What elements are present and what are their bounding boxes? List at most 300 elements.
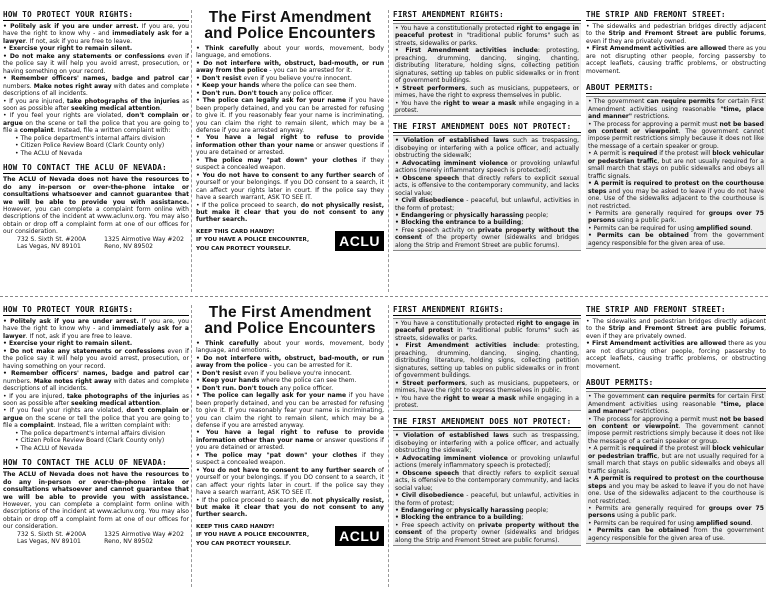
strip-heading: THE STRIP AND FREMONT STREET: (586, 10, 766, 21)
paragraph (395, 470, 579, 492)
text-run: if they suspect a concealed weapon. (196, 156, 384, 172)
bold-run: complaint (19, 127, 54, 135)
text-run: • The sidewalks and pedestrian bridges directly adjacent to the (586, 23, 766, 38)
text-run: , such as musicians, puppeteers, or mimes, have the right to express themselves in public. (395, 84, 579, 100)
bold-run: seeking medical attention (71, 399, 160, 407)
paragraph (588, 520, 764, 527)
list-item: • The ACLU of Nevada (15, 149, 83, 157)
not-protected-box (393, 135, 581, 251)
text-run: • Free speech activity on (395, 226, 478, 234)
text-run: , such as musicians, puppeteers, or mimes, have the right to express themselves in public. (395, 379, 579, 395)
bold-run: or argue (3, 112, 189, 127)
paragraph (3, 407, 189, 429)
list-item: • The police department's internal affairs division (15, 134, 166, 142)
paragraph (3, 112, 189, 134)
office-address-las-vegas: 732 S. Sixth St. #200A Las Vegas, NV 89101 (17, 530, 87, 546)
text-run: if you have been properly detained, and you can be arrested for refusing to give it. If you reasonably fear your name is incriminating, you can claim the right to remain silent, which may be a defense if you are arrested anyway. (196, 97, 384, 134)
office-address-las-vegas: 732 S. Sixth St. #200A Las Vegas, NV 89101 (17, 235, 87, 251)
text-run: • The process for approving a permit must (588, 415, 720, 423)
column-separator (388, 305, 389, 587)
column-separator (191, 305, 192, 587)
bold-run: • Violation of established laws (395, 137, 509, 145)
complaint-targets-list (3, 135, 189, 157)
bold-run: Make notes right away (33, 82, 112, 90)
main-title: The First Amendment and Police Encounters (204, 10, 376, 42)
text-run: or provoking unlawful actions (merely inflammatory speech is protected); (395, 454, 579, 470)
paragraph (586, 340, 766, 370)
text-run: or (444, 506, 455, 514)
paragraph (3, 370, 189, 392)
strip-text (586, 23, 766, 75)
bold-run: • Exercise your right to remain silent. (3, 340, 133, 348)
office-address-reno: 1325 Airmotive Way #202 Reno, NV 89502 (104, 530, 184, 546)
text-run: . If not, ask if you are free to leave. (25, 37, 133, 45)
contact-aclu-heading: HOW TO CONTACT THE ACLU OF NEVADA: (3, 458, 189, 469)
paragraph (395, 137, 579, 159)
text-run: , even if they are privately owned. (586, 325, 766, 340)
bold-run: can require permits (646, 393, 715, 401)
paragraph (395, 395, 579, 410)
bold-run: • Don't run. Don't touch (196, 89, 278, 97)
text-run: as soon as possible after (3, 392, 189, 407)
text-run: If you are, you have the right to know why - and (3, 318, 189, 333)
text-run: if the protest will (657, 150, 713, 158)
bold-run: • First Amendment activities are allowed (586, 340, 727, 348)
paragraph (395, 100, 579, 115)
bold-run: not be based on content or viewpoint (588, 120, 764, 135)
card-top (0, 10, 768, 292)
paragraph (588, 98, 764, 120)
paragraph (3, 318, 189, 340)
paragraph (586, 318, 766, 340)
paragraph (588, 527, 764, 542)
protect-rights-text (3, 23, 189, 135)
paragraph (196, 340, 384, 355)
text-run: • Free speech activity on (395, 521, 478, 529)
paragraph (196, 385, 384, 392)
bold-run: • Keep your hands (196, 82, 260, 90)
footer-note: KEEP THIS CARD HANDY! IF YOU HAVE A POLICE ENCOUNTER, YOU CAN PROTECT YOURSELF. (196, 523, 310, 548)
paragraph (588, 445, 764, 475)
text-run: for certain First Amendment activities using reasonable (588, 393, 765, 408)
bold-run: • Remember officers' names, badge and patrol car (3, 370, 189, 378)
paragraph (196, 157, 384, 172)
bold-run: • Do not make any statements or confessions (3, 52, 165, 60)
contact-aclu-text: The ACLU of Nevada does not have the resources to do any in-person or over-the-phone intake or consultations whatsoever and cannot guarantee that we will be able to provide you with assistance. However, you can complete a complaint form online with descriptions of the incident at www.aclunv.org. You may also obtain or drop off a complaint form at one of our offices for our consideration. (3, 471, 189, 531)
text-run: if the protest will (657, 445, 713, 453)
paragraph (196, 97, 384, 134)
bold-run: block vehicular or pedestrian traffic (588, 150, 764, 165)
paragraph (395, 197, 579, 212)
bold-run: • Think carefully (196, 340, 259, 347)
paragraph (196, 202, 384, 224)
column-separator (191, 10, 192, 292)
text-run: of yourself or your belongings. If you DO consent to a search, it can affect your rights later in court. If the police say they have a search warrant, ASK TO SEE IT. (196, 466, 384, 497)
paragraph (196, 134, 384, 156)
bold-run: • Civil disobedience (395, 197, 464, 205)
footer-note: KEEP THIS CARD HANDY! IF YOU HAVE A POLICE ENCOUNTER, YOU CAN PROTECT YOURSELF. (196, 228, 310, 253)
text-run: as soon as possible after (3, 97, 189, 112)
paragraph (196, 355, 384, 370)
bold-run: block vehicular or pedestrian traffic (588, 445, 764, 460)
text-run: of the property owner (sidewalks and bridges along the Strip and Fremont Street are public forums). (395, 529, 579, 544)
paragraph (3, 45, 189, 52)
text-run: in "traditional public forums" such as streets, sidewalks or parks. (395, 32, 579, 47)
text-run: : protesting, preaching, drumming, dancing, singing, chanting, distributing literature, holding signs, collecting petition signatures, setting up tables on public sidewalks or in front of government buildings. (395, 47, 579, 85)
bold-run: • Do not make any statements or confessions (3, 347, 165, 355)
text-run: on the scene or tell the police that you are going to file a (3, 414, 189, 430)
bold-run: right to wear a mask (443, 394, 517, 402)
bold-run: • You have a legal right to refuse to provide information other than your name (196, 429, 384, 444)
contact-aclu-text: The ACLU of Nevada does not have the resources to do any in-person or over-the-phone intake or consultations whatsoever and cannot guarantee that we will be able to provide you with assistance. However, you can complete a complaint form online with descriptions of the incident at www.aclunv.org. You may also obtain or drop off a complaint form at one of our offices for our consideration. (3, 176, 189, 236)
strip-permits-column (586, 305, 766, 587)
protect-rights-heading: HOW TO PROTECT YOUR RIGHTS: (3, 305, 189, 316)
bold-run: immediately ask for a lawyer (3, 325, 189, 340)
text-run: people; (523, 506, 549, 514)
protect-rights-column (3, 10, 189, 292)
text-run: . If not, ask if you are free to leave. (25, 332, 133, 340)
paragraph (395, 432, 579, 454)
text-run: in "traditional public forums" such as streets, sidewalks or parks. (395, 327, 579, 342)
text-run: that directly refers to explicit sexual acts, is offensive to the contemporary community, and lacks social value; (395, 469, 579, 492)
bold-run: • The police can legally ask for your name (196, 97, 347, 105)
office-addresses (3, 531, 189, 546)
bold-run: private property without the consent (395, 521, 579, 537)
text-run: while engaging in a protest. (395, 99, 579, 114)
text-run: of the property owner (sidewalks and bridges along the Strip and Fremont Street are public forums). (395, 234, 579, 249)
text-run: • If you feel your rights are violated, (3, 407, 127, 415)
bold-run: • Violation of established laws (395, 432, 509, 440)
text-run: • A permit is (588, 445, 629, 453)
paragraph (586, 45, 766, 75)
not-protected-box (393, 430, 581, 546)
paragraph (3, 348, 189, 370)
bold-run: • A permit is required to protest on the courthouse steps (588, 180, 764, 195)
bold-run: do not physically resist, but make it clear that you do not consent to any further search. (196, 496, 384, 519)
paragraph (586, 23, 766, 45)
list-item: • Citizen Police Review Board (Clark County only) (15, 142, 165, 150)
text-run: numbers. (3, 82, 34, 90)
aclu-logo: ACLU (335, 231, 384, 251)
paragraph (588, 475, 764, 505)
text-run: or answer questions if you are detained or arrested. (196, 436, 384, 452)
paragraph (196, 377, 384, 384)
paragraph (588, 416, 764, 446)
bold-run: "time, place and manner" (588, 400, 764, 416)
text-run: even if you believe you're innocent. (241, 74, 352, 82)
bold-run: • Do not interfere with, obstruct, bad-mouth, or run away from the police (196, 59, 384, 75)
card-footer (196, 228, 384, 254)
paragraph (395, 455, 579, 470)
list-item: • Citizen Police Review Board (Clark County only) (15, 437, 165, 445)
list-item: • The police department's internal affairs division (15, 429, 166, 437)
bold-run: • Obscene speech (395, 469, 460, 477)
text-run: • You have the (395, 99, 444, 107)
text-run: • The process for approving a permit must (588, 120, 720, 128)
bold-run: take photographs of the injuries (66, 392, 180, 400)
bold-run: • You do not have to consent to any further search (196, 466, 376, 474)
bold-run: Strip and Fremont Street are public forums (608, 325, 765, 333)
text-run: , even if they are privately owned. (586, 30, 766, 45)
text-run: ; (521, 514, 524, 522)
permits-box (586, 96, 766, 249)
text-run: any police officer. (277, 384, 334, 392)
bold-run: • Blocking the entrance to a building (395, 514, 522, 522)
bold-run: • Obscene speech (395, 174, 460, 182)
bold-run: • Blocking the entrance to a building (395, 219, 522, 227)
text-run: about your words, movement, body language, and emotions. (196, 45, 384, 60)
bold-run: • You have a legal right to refuse to provide information other than your name (196, 134, 384, 149)
paragraph (588, 210, 764, 225)
bold-run: • First Amendment activities are allowed (586, 45, 727, 53)
contact-aclu-heading: HOW TO CONTACT THE ACLU OF NEVADA: (3, 163, 189, 174)
text-run: • The government (588, 98, 647, 106)
bold-run: Make notes right away (33, 377, 112, 385)
paragraph (588, 232, 764, 247)
text-run: . (159, 399, 162, 407)
paragraph (3, 340, 189, 347)
main-title: The First Amendment and Police Encounters (204, 305, 376, 337)
text-run: from the government agency responsible for the given area of use. (588, 527, 764, 542)
paragraph (395, 522, 579, 544)
paragraph (395, 514, 579, 521)
police-encounter-tips (196, 340, 384, 519)
text-run: with dates and complete descriptions of all incidents. (3, 377, 189, 393)
bold-run: • Endangering (395, 211, 445, 219)
bold-run: private property without the consent (395, 226, 579, 242)
bold-run: "time, place and manner" (588, 105, 764, 121)
bold-run: required (628, 445, 658, 453)
strip-heading: THE STRIP AND FREMONT STREET: (586, 305, 766, 316)
protect-rights-text (3, 318, 189, 430)
paragraph (196, 75, 384, 82)
bold-run: groups over 75 persons (588, 209, 764, 225)
text-run: , but are not usually required for a small march that stays on public sidewalks and obeys all traffic signals. (588, 452, 764, 475)
text-run: . Instead, file a written complaint with: (53, 422, 171, 430)
paragraph (588, 150, 764, 180)
paragraph (196, 497, 384, 519)
text-run: • A permit is (588, 150, 629, 158)
text-run: • If you are injured, (3, 392, 67, 400)
bold-run: • First Amendment activities include (395, 47, 538, 55)
text-run: if they suspect a concealed weapon. (196, 451, 384, 467)
text-run: • If the police proceed to search, (196, 496, 301, 504)
bold-run: • Remember officers' names, badge and patrol car (3, 75, 189, 83)
first-amendment-column (393, 10, 581, 292)
bold-run: seeking medical attention (71, 104, 160, 112)
text-run: • Permits can be required for using (588, 224, 697, 232)
bold-run: amplified sound (696, 519, 751, 527)
bold-run: right to engage in peaceful protest (395, 25, 580, 40)
bold-run: physically harassing (454, 211, 524, 219)
text-run: on the scene or tell the police that you are going to file a (3, 119, 189, 135)
bold-run: take photographs of the injuries (66, 97, 180, 105)
paragraph (395, 219, 579, 226)
bold-run: • Don't resist (196, 74, 242, 82)
paragraph (395, 342, 579, 379)
bold-run: right to engage in peaceful protest (395, 320, 580, 335)
not-protected-heading: THE FIRST AMENDMENT DOES NOT PROTECT: (393, 122, 581, 133)
paragraph (196, 60, 384, 75)
text-run: if you have been properly detained, and you can be arrested for refusing to give it. If you reasonably fear your name is incriminating, you can claim the right to remain silent, which may be a defense if you are arrested anyway. (196, 392, 384, 429)
paragraph (196, 429, 384, 451)
card-bottom (0, 305, 768, 587)
text-run: from the government agency responsible for the given area of use. (588, 232, 764, 247)
police-encounters-column (196, 305, 384, 587)
bold-run: groups over 75 persons (588, 504, 764, 520)
text-run: there as you are not disrupting other people, forcing passersby to accept leaflets, causing traffic problems, or obstructing movement. (586, 45, 766, 75)
text-run: - peaceful, but unlawful, activities in the form of protest; (395, 197, 580, 212)
first-amendment-heading: FIRST AMENDMENT RIGHTS: (393, 305, 581, 316)
bold-run: • Civil disobedience (395, 492, 464, 500)
text-run: • If the police proceed to search, (196, 201, 301, 209)
text-run: • The government (588, 393, 647, 401)
paragraph (588, 505, 764, 520)
bold-run: or argue (3, 407, 189, 422)
text-run: about your words, movement, body language, and emotions. (196, 340, 384, 355)
text-run: or answer questions if you are detained or arrested. (196, 141, 384, 157)
bold-run: complaint (19, 422, 54, 430)
paragraph (588, 180, 764, 210)
text-run: • You have the (395, 394, 444, 402)
text-run: • Permits are generally required for (588, 504, 709, 512)
paragraph (395, 227, 579, 249)
paragraph (196, 452, 384, 467)
text-run: even if the police say it will help you avoid arrest, prosecution, or having something on your record. (3, 347, 189, 370)
bold-run: • Think carefully (196, 45, 259, 52)
bold-run: • Don't resist (196, 369, 242, 377)
text-run: such as trespassing, disobeying or interfering with a police officer, and actually obstructing the sidewalk; (395, 137, 580, 160)
text-run: • If you are injured, (3, 97, 67, 105)
bold-run: amplified sound (696, 224, 751, 232)
paragraph (395, 507, 579, 514)
bold-run: not be based on content or viewpoint (588, 415, 764, 430)
text-run: : protesting, preaching, drumming, dancing, singing, chanting, distributing literature, holding signs, collecting petition signatures, setting up tables on public sidewalks or in front of government buildings. (395, 342, 579, 380)
paragraph (196, 172, 384, 202)
permits-box (586, 391, 766, 544)
paragraph (3, 393, 189, 408)
paragraph (196, 370, 384, 377)
paragraph (395, 492, 579, 507)
strip-permits-column (586, 10, 766, 292)
text-run: - you can be arrested for it. (267, 362, 353, 370)
text-run: , but are not usually required for a small march that stays on public sidewalks and obeys all traffic signals. (588, 157, 764, 180)
bold-run: • Street performers (395, 379, 466, 387)
text-run: . (750, 224, 753, 232)
bold-run: • Don't run. Don't touch (196, 384, 278, 392)
text-run: and you may be asked to leave if you do not have one. Use of the sidewalks adjacent to the courthouse is not restricted. (588, 482, 764, 505)
first-amendment-rights-box (393, 23, 581, 116)
text-run: where the police can see them. (259, 377, 357, 385)
paragraph (395, 175, 579, 197)
paragraph (196, 467, 384, 497)
text-run: . (159, 104, 162, 112)
paragraph (395, 85, 579, 100)
bold-run: • Do not interfere with, obstruct, bad-mouth, or run away from the police (196, 354, 384, 370)
bold-run: • The police may "pat down" your clothes (196, 451, 358, 459)
text-run: . The government cannot impose permit restrictions simply because it does not like the message of a certain speaker or group. (588, 422, 764, 445)
bold-run: • Keep your hands (196, 377, 260, 385)
bold-run: right to wear a mask (443, 99, 517, 107)
text-run: • Permits are generally required for (588, 209, 709, 217)
text-run: restrictions. (632, 408, 670, 416)
text-run: with dates and complete descriptions of all incidents. (3, 82, 189, 98)
paragraph (3, 23, 189, 45)
paragraph (395, 47, 579, 84)
aclu-logo: ACLU (335, 526, 384, 546)
bold-run: • A permit is required to protest on the courthouse steps (588, 475, 764, 490)
protect-rights-column (3, 305, 189, 587)
text-run: • You have a constitutionally protected (395, 25, 517, 32)
paragraph (395, 25, 579, 47)
bold-run: physically harassing (454, 506, 524, 514)
text-run: for certain First Amendment activities using reasonable (588, 98, 765, 113)
text-run: and you may be asked to leave if you do not have one. Use of the sidewalks adjacent to the courthouse is not restricted. (588, 187, 764, 210)
text-run: using a public park. (615, 217, 677, 225)
paragraph (395, 212, 579, 219)
first-amendment-column (393, 305, 581, 587)
permits-heading: ABOUT PERMITS: (586, 378, 766, 389)
bold-run: • Exercise your right to remain silent. (3, 45, 133, 53)
protect-rights-heading: HOW TO PROTECT YOUR RIGHTS: (3, 10, 189, 21)
bold-run: • First Amendment activities include (395, 342, 538, 350)
text-run: even if you believe you're innocent. (241, 369, 352, 377)
permits-heading: ABOUT PERMITS: (586, 83, 766, 94)
paragraph (588, 225, 764, 232)
bold-run: do not physically resist, but make it clear that you do not consent to any further search. (196, 201, 384, 224)
paragraph (588, 121, 764, 151)
bold-run: • Street performers (395, 84, 466, 92)
bold-run: immediately ask for a lawyer (3, 30, 189, 45)
text-run: while engaging in a protest. (395, 394, 579, 409)
bold-run: • Politely ask if you are under arrest. (3, 318, 139, 325)
paragraph (196, 90, 384, 97)
paragraph (395, 380, 579, 395)
bold-run: don't complain (126, 407, 179, 415)
text-run: - you can be arrested for it. (267, 67, 353, 75)
card-footer (196, 523, 384, 549)
office-addresses (3, 236, 189, 251)
paragraph (395, 320, 579, 342)
text-run: . (750, 519, 753, 527)
bold-run: • Politely ask if you are under arrest. (3, 23, 139, 30)
bold-run: Strip and Fremont Street are public forums (608, 30, 765, 38)
complaint-targets-list (3, 430, 189, 452)
text-run: • If you feel your rights are violated, (3, 112, 127, 120)
bold-run: • The police may "pat down" your clothes (196, 156, 358, 164)
text-run: or provoking unlawful actions (merely inflammatory speech is protected); (395, 159, 579, 175)
bold-run: • The police can legally ask for your name (196, 392, 347, 400)
text-run: there as you are not disrupting other people, forcing passersby to accept leaflets, causing traffic problems, or obstructing movement. (586, 340, 766, 370)
bold-run: required (628, 150, 658, 158)
bold-run: • Advocating imminent violence (395, 454, 508, 462)
text-run: such as trespassing, disobeying or interfering with a police officer, and actually obstructing the sidewalk; (395, 432, 580, 455)
paragraph (196, 45, 384, 60)
bold-run: • Permits can be obtained (588, 527, 689, 535)
column-separator (388, 10, 389, 292)
text-run: - peaceful, but unlawful, activities in the form of protest; (395, 492, 580, 507)
text-run: restrictions. (632, 113, 670, 121)
paragraph (196, 392, 384, 429)
text-run: . Instead, file a written complaint with: (53, 127, 171, 135)
text-run: • The sidewalks and pedestrian bridges directly adjacent to the (586, 318, 766, 333)
not-protected-heading: THE FIRST AMENDMENT DOES NOT PROTECT: (393, 417, 581, 428)
strip-text (586, 318, 766, 370)
first-amendment-heading: FIRST AMENDMENT RIGHTS: (393, 10, 581, 21)
bold-run: can require permits (646, 98, 715, 106)
text-run: . The government cannot impose permit restrictions simply because it does not like the message of a certain speaker or group. (588, 127, 764, 150)
bold-run: • Permits can be obtained (588, 232, 689, 240)
